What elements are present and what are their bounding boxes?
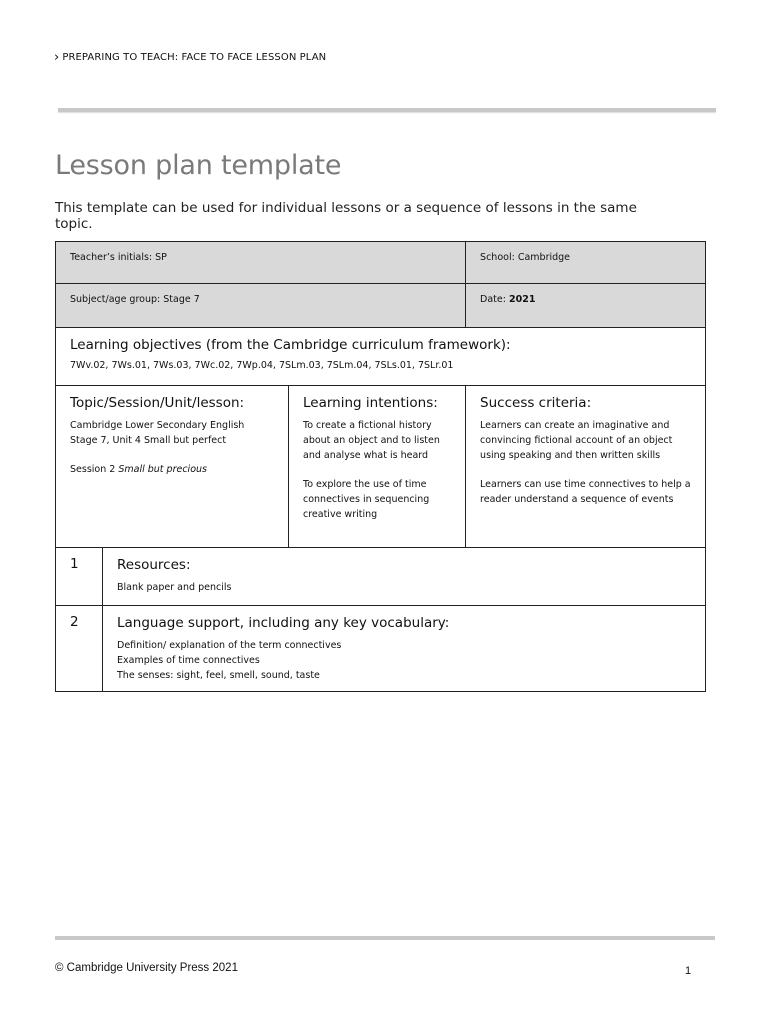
teacher-initials-label: Teacher’s initials: bbox=[70, 252, 153, 263]
school-cell bbox=[466, 242, 706, 284]
intro-text: This template can be used for individual lessons or a sequence of lessons in the same topic. bbox=[55, 200, 637, 232]
language-line-1: Definition/ explanation of the term connectives bbox=[117, 640, 342, 651]
success-heading: Success criteria: bbox=[480, 395, 592, 411]
language-support-heading: Language support, including any key vocabulary: bbox=[117, 615, 450, 631]
teacher-initials-value: SP bbox=[155, 252, 167, 263]
topic-line-2: Stage 7, Unit 4 Small but perfect bbox=[70, 435, 227, 446]
success-item-2: Learners can use time connectives to help a reader understand a sequence of events bbox=[480, 479, 691, 505]
intentions-heading: Learning intentions: bbox=[303, 395, 438, 411]
success-cell bbox=[466, 386, 706, 548]
section-number: 1 bbox=[56, 548, 103, 606]
subject-value: Stage 7 bbox=[163, 294, 200, 305]
topic-session bbox=[70, 462, 274, 477]
topic-line-1: Cambridge Lower Secondary English bbox=[70, 420, 245, 431]
language-line-2: Examples of time connectives bbox=[117, 655, 260, 666]
page-title: Lesson plan template bbox=[55, 150, 342, 181]
copyright-text: © Cambridge University Press 2021 bbox=[55, 962, 238, 974]
date-value: 2021 bbox=[509, 294, 536, 305]
topic-session-prefix: Session 2 bbox=[70, 464, 116, 475]
topic-heading: Topic/Session/Unit/lesson: bbox=[70, 395, 245, 411]
section-number: 2 bbox=[56, 606, 103, 692]
subject-label: Subject/age group: bbox=[70, 294, 161, 305]
resources-line-1: Blank paper and pencils bbox=[117, 582, 232, 593]
school-value: Cambridge bbox=[517, 252, 571, 263]
page-number: 1 bbox=[685, 965, 692, 977]
resources-heading: Resources: bbox=[117, 557, 191, 573]
intentions-cell bbox=[289, 386, 466, 548]
language-line-3: The senses: sight, feel, smell, sound, taste bbox=[117, 670, 320, 681]
chevron-right-icon: › bbox=[54, 49, 60, 65]
date-cell bbox=[466, 284, 706, 328]
language-support-cell bbox=[103, 606, 706, 692]
intention-item-2: To explore the use of time connectives in sequencing creative writing bbox=[303, 479, 430, 520]
teacher-initials-cell bbox=[56, 242, 466, 284]
topic-cell bbox=[56, 386, 289, 548]
objectives-codes: 7Wv.02, 7Ws.01, 7Ws.03, 7Wc.02, 7Wp.04, 7SLm.03, 7SLm.04, 7SLs.01, 7SLr.01 bbox=[70, 360, 454, 371]
resources-cell bbox=[103, 548, 706, 606]
objectives-cell bbox=[56, 328, 706, 386]
footer-divider bbox=[55, 936, 715, 940]
breadcrumb-text: PREPARING TO TEACH: FACE TO FACE LESSON PLAN bbox=[62, 52, 327, 63]
topic-session-title: Small but precious bbox=[118, 464, 207, 475]
subject-cell bbox=[56, 284, 466, 328]
lesson-plan-table bbox=[55, 241, 706, 692]
breadcrumb bbox=[54, 49, 327, 65]
objectives-heading: Learning objectives (from the Cambridge curriculum framework): bbox=[70, 337, 511, 353]
header-divider bbox=[58, 108, 716, 112]
date-label: Date: bbox=[480, 294, 506, 305]
intention-item-1: To create a fictional history about an object and to listen and analyse what is heard bbox=[303, 420, 440, 461]
school-label: School: bbox=[480, 252, 515, 263]
success-item-1: Learners can create an imaginative and convincing fictional account of an object using speaking and then written skills bbox=[480, 420, 673, 461]
